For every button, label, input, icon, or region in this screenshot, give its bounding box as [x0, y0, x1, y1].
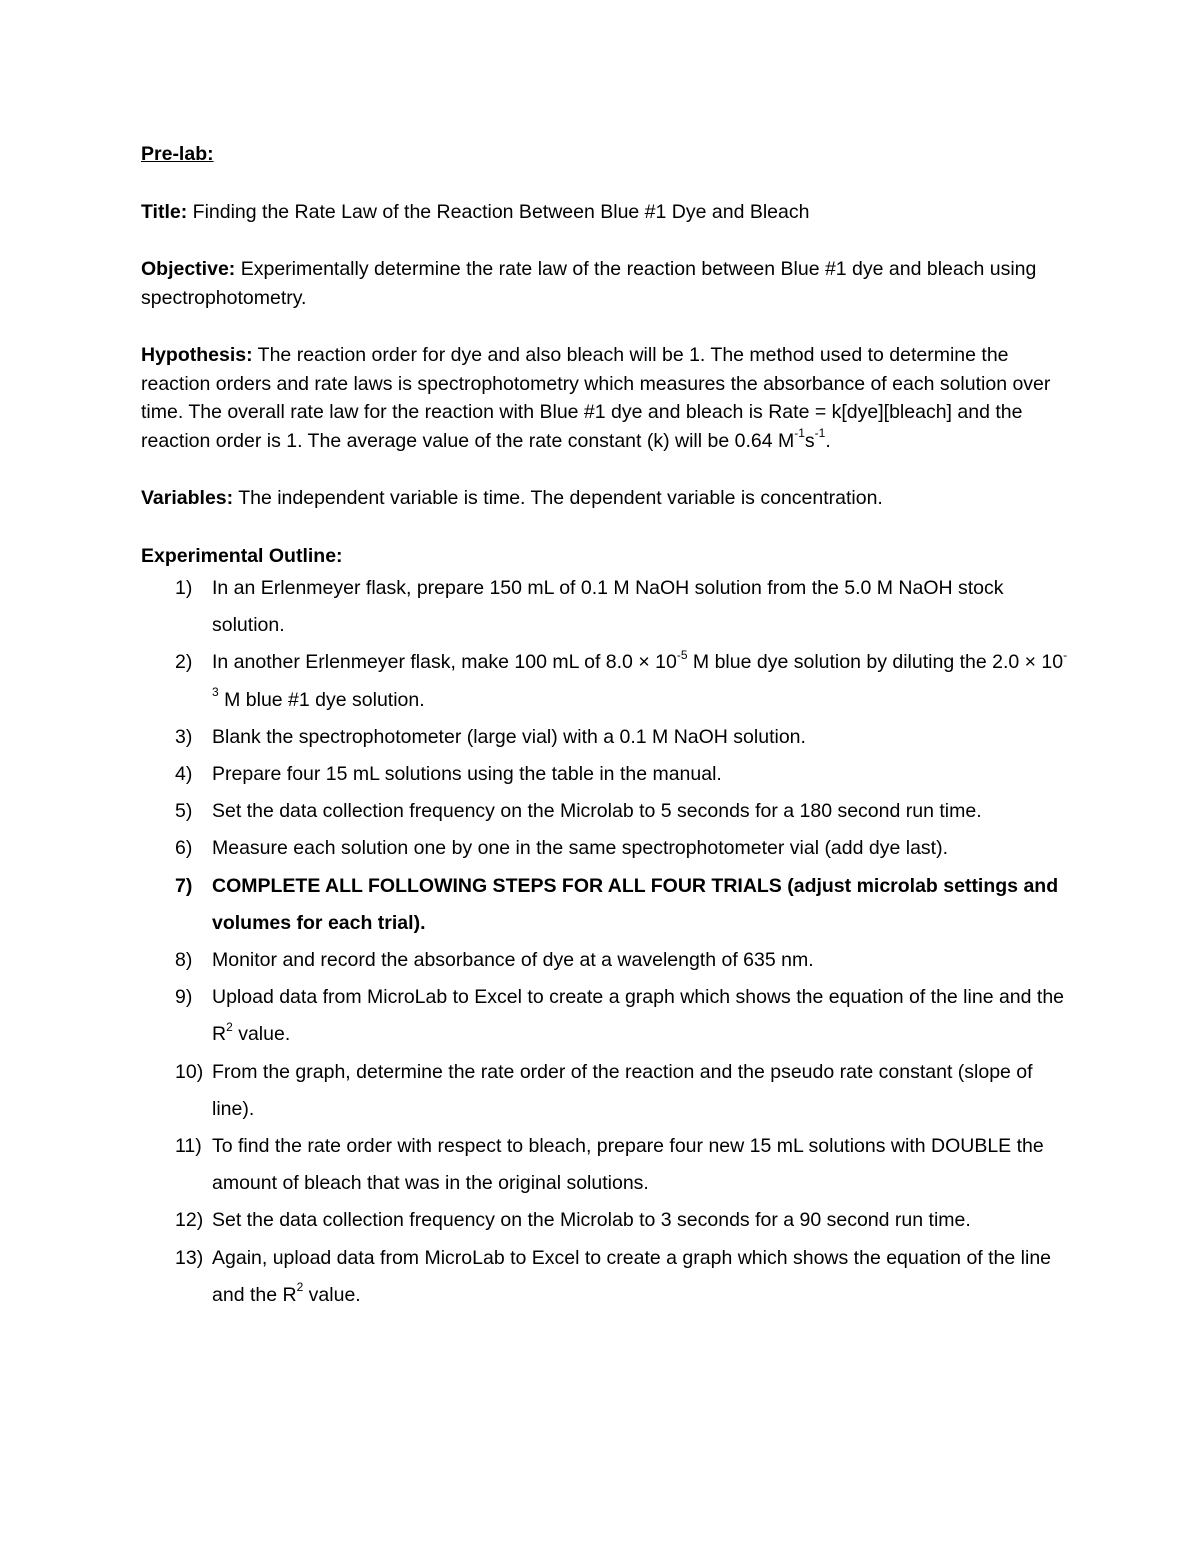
hypothesis-label: Hypothesis:: [141, 344, 253, 366]
list-item: [141, 830, 1071, 867]
step-sup: 2: [226, 1019, 233, 1034]
step-text: To find the rate order with respect to bleach, prepare four new 15 mL solutions with DOUBLE the amount of bleach that was in the original solutions.: [212, 1135, 1044, 1195]
step-number: 11): [175, 1135, 202, 1158]
step-number: 9): [175, 986, 193, 1009]
list-item: [141, 1202, 1071, 1239]
step-number: 4): [175, 763, 193, 786]
step-text: Set the data collection frequency on the Microlab to 3 seconds for a 90 second run time.: [212, 1209, 971, 1232]
step-sup: 2: [296, 1280, 304, 1295]
step-text: Blank the spectrophotometer (large vial) with a 0.1 M NaOH solution.: [212, 725, 806, 748]
step-sup: -3: [212, 647, 1068, 700]
step-number: 3): [175, 725, 193, 748]
list-item: [141, 868, 1071, 942]
outline-heading: Experimental Outline:: [141, 544, 343, 567]
step-text: Measure each solution one by one in the same spectrophotometer vial (add dye last).: [212, 837, 949, 860]
step-text: From the graph, determine the rate order of the reaction and the pseudo rate constant (slope of line).: [212, 1060, 1033, 1120]
list-item: [141, 719, 1071, 756]
step-text: M blue dye solution by diluting the 2.0 × 10: [687, 651, 1064, 674]
list-item: [141, 942, 1071, 979]
step-number: 6): [175, 837, 193, 860]
objective-paragraph: [141, 255, 1071, 312]
step-number: 7): [175, 874, 193, 897]
step-text: COMPLETE ALL FOLLOWING STEPS FOR ALL FOUR TRIALS (adjust microlab settings and volumes for each trial).: [212, 874, 1059, 934]
prelab-heading: Pre-lab:: [141, 143, 214, 165]
step-text: Again, upload data from MicroLab to Excel to create a graph which shows the equation of the line and the R: [212, 1246, 1052, 1306]
step-text: In another Erlenmeyer flask, make 100 mL of 8.0 × 10: [212, 651, 677, 674]
hypothesis-text: The reaction order for dye and also bleach will be 1. The method used to determine the reaction orders and rate laws is spectrophotometry which measures the absorbance of each solution over time. The overall rate law for the reaction with Blue #1 dye and bleach is Rate = k[dye][bleach] and the reaction order is 1. The average value of the rate constant (k) will be 0.64 M: [141, 344, 1051, 452]
hypothesis-paragraph: [141, 341, 1071, 455]
list-item: [141, 1054, 1071, 1128]
list-item: [141, 793, 1071, 830]
step-text: Upload data from MicroLab to Excel to create a graph which shows the equation of the line and the R: [212, 986, 1065, 1046]
step-number: 1): [175, 577, 193, 599]
list-item: [141, 979, 1071, 1053]
step-text: Set the data collection frequency on the Microlab to 5 seconds for a 180 second run time.: [212, 800, 982, 823]
step-number: 2): [175, 651, 193, 674]
step-text: In an Erlenmeyer flask, prepare 150 mL of 0.1 M NaOH solution from the 5.0 M NaOH stock solution.: [212, 577, 1004, 637]
list-item: [141, 1128, 1071, 1202]
hypothesis-sup-1: -1: [794, 426, 805, 440]
hypothesis-end: .: [825, 429, 831, 452]
outline-steps-list: [141, 570, 1071, 1314]
document-page: [141, 140, 1071, 1314]
variables-text: The independent variable is time. The dependent variable is concentration.: [233, 487, 883, 509]
step-text: M blue #1 dye solution.: [218, 688, 425, 711]
hypothesis-sup-2: -1: [814, 426, 826, 440]
objective-label: Objective:: [141, 258, 236, 280]
step-text: Monitor and record the absorbance of dye at a wavelength of 635 nm.: [212, 949, 814, 972]
list-item: [141, 570, 1071, 644]
variables-paragraph: [141, 484, 1071, 513]
title-text: Finding the Rate Law of the Reaction Between Blue #1 Dye and Bleach: [187, 200, 810, 223]
step-sup: -5: [676, 647, 688, 662]
list-item: [141, 1240, 1071, 1314]
step-number: 12): [175, 1209, 204, 1232]
title-label: Title:: [141, 200, 188, 223]
step-text: Prepare four 15 mL solutions using the table in the manual.: [212, 763, 722, 786]
step-number: 5): [175, 800, 193, 823]
variables-label: Variables:: [141, 487, 234, 509]
step-text: value.: [303, 1283, 361, 1306]
title-paragraph: [141, 198, 1071, 227]
hypothesis-unit-s: s: [804, 429, 815, 452]
list-item: [141, 756, 1071, 793]
list-item: [141, 644, 1071, 718]
objective-text: Experimentally determine the rate law of the reaction between Blue #1 dye and bleach using spectrophotometry.: [141, 258, 1037, 309]
step-text: value.: [232, 1023, 291, 1046]
step-number: 13): [175, 1246, 204, 1269]
step-number: 8): [175, 949, 193, 972]
step-number: 10): [175, 1060, 204, 1083]
